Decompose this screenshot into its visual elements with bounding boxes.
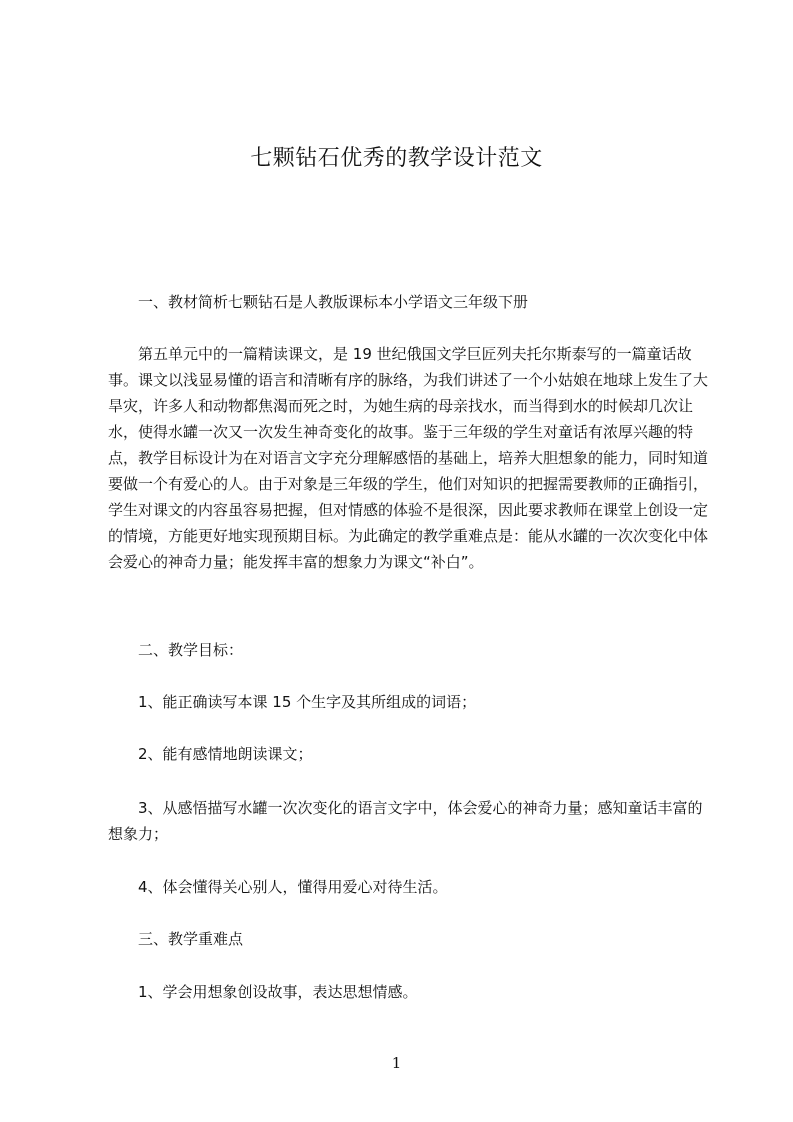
section-heading-goals: 二、教学目标： xyxy=(138,641,244,659)
section-heading-key-points: 三、教学重难点 xyxy=(138,930,244,948)
goal-item-2: 2、能有感情地朗读课文； xyxy=(138,745,313,763)
goal-item-4: 4、体会懂得关心别人，懂得用爱心对待生活。 xyxy=(138,878,448,896)
document-title: 七颗钻石优秀的教学设计范文 xyxy=(250,146,543,171)
key-point-item-1: 1、学会用想象创设故事，表达思想情感。 xyxy=(138,983,418,1001)
goal-item-1: 1、能正确读写本课 15 个生字及其所组成的词语； xyxy=(138,693,477,711)
page-number: 1 xyxy=(391,1054,402,1072)
goal-item-3: 3、从感悟描写水罐一次次变化的语言文字中，体会爱心的神奇力量；感知童话丰富的想象力； xyxy=(108,799,703,843)
section-heading-analysis: 一、教材简析七颗钻石是人教版课标本小学语文三年级下册 xyxy=(138,293,529,311)
analysis-paragraph: 第五单元中的一篇精读课文，是 19 世纪俄国文学巨匠列夫托尔斯泰写的一篇童话故事。课文以浅显易懂的语言和清晰有序的脉络，为我们讲述了一个小姑娘在地球上发生了大旱灾，许多人和动物都焦渴而死之时，为她生病的母亲找水，而当得到水的时候却几次让水，使得水罐一次又一次发生神奇变化的故事。鉴于三年级的学生对童话有浓厚兴趣的特点，教学目标设计为在对语言文字充分理解感悟的基础上，培养大胆想象的能力，同时知道要做一个有爱心的人。由于对象是三年级的学生，他们对知识的把握需要教师的正确指引，学生对课文的内容虽容易把握，但对情感的体验不是很深，因此要求教师在课堂上创设一定的情境，方能更好地实现预期目标。为此确定的教学重难点是：能从水罐的一次次变化中体会爱心的神奇力量；能发挥丰富的想象力为课文“补白”。 xyxy=(108,345,709,571)
